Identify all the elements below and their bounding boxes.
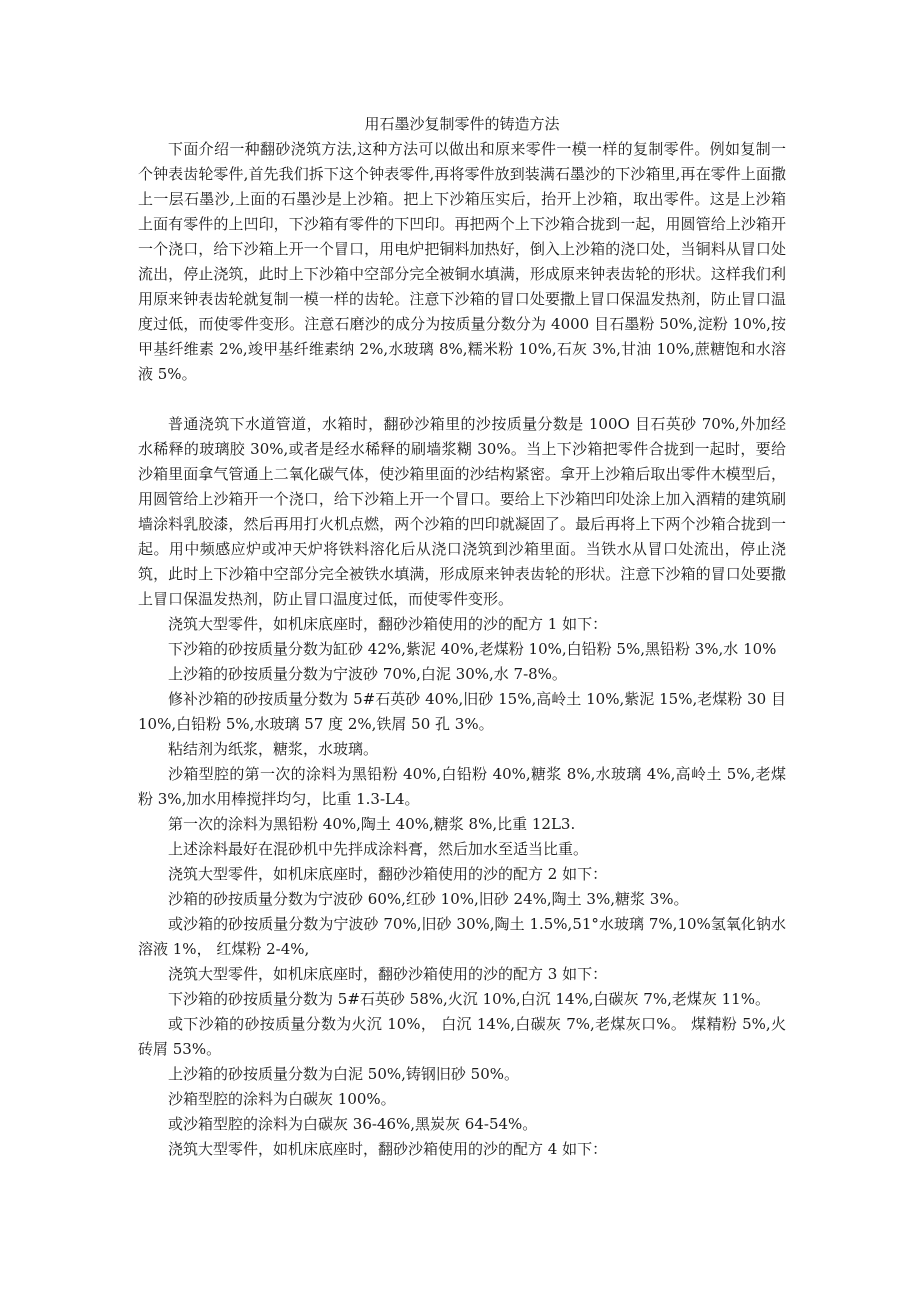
paragraph-formula-3-lower-sand: 下沙箱的砂按质量分数为 5#石英砂 58%,火沉 10%,白沉 14%,白碳灰 7%,老煤灰 11%。 xyxy=(168,990,770,1008)
paragraph-formula-2-sand: 沙箱的砂按质量分数为宁波砂 60%,红砂 10%,旧砂 24%,陶土 3%,糖浆 3%。 xyxy=(168,890,689,908)
paragraph-water-pipe-casting: 普通浇筑下水道管道，水箱时，翻砂沙箱里的沙按质量分数是 100O 目石英砂 70%,外加经水稀释的玻璃胶 30%,或者是经水稀释的刷墙浆糊 30%。当上下沙箱把零件合拢到一起时，要给沙箱里面拿气管通上二氧化碳气体，使沙箱里面的沙结构紧密。拿开上沙箱后取出零件木模型后，用圆管给上沙箱开一个浇口，给下沙箱上开一个冒口。要给上下沙箱凹印处涂上加入酒精的建筑刷墙涂料乳胶漆，然后再用打火机点燃，两个沙箱的凹印就凝固了。最后再将上下两个沙箱合拢到一起。用中频感应炉或冲天炉将铁料溶化后从浇口浇筑到沙箱里面。当铁水从冒口处流出，停止浇筑，此时上下沙箱中空部分完全被铁水填满，形成原来钟表齿轮的形状。注意下沙箱的冒口处要撒上冒口保温发热剂，防止冒口温度过低，而使零件变形。 xyxy=(138,415,786,608)
paragraph-cavity-coating-alt: 或沙箱型腔的涂料为白碳灰 36-46%,黑炭灰 64-54%。 xyxy=(168,1115,538,1133)
paragraph-first-coating-alt: 第一次的涂料为黑铅粉 40%,陶土 40%,糖浆 8%,比重 12L3. xyxy=(168,815,576,833)
paragraph-formula-2-sand-alt: 或沙箱的砂按质量分数为宁波砂 70%,旧砂 30%,陶土 1.5%,51°水玻璃 7%,10%氢氧化钠水溶液 1%， 红煤粉 2-4%, xyxy=(138,915,786,958)
paragraph-lower-box-sand: 下沙箱的砂按质量分数为缸砂 42%,紫泥 40%,老煤粉 10%,白铅粉 5%,黑铅粉 3%,水 10% xyxy=(168,640,777,658)
paragraph-cavity-coating: 沙箱型腔的涂料为白碳灰 100%。 xyxy=(168,1090,396,1108)
paragraph-formula-4-heading: 浇筑大型零件，如机床底座时，翻砂沙箱使用的沙的配方 4 如下： xyxy=(168,1140,608,1158)
paragraph-repair-sand: 修补沙箱的砂按质量分数为 5#石英砂 40%,旧砂 15%,高岭土 10%,紫泥 15%,老煤粉 30 目 10%,白铅粉 5%,水玻璃 57 度 2%,铁屑 50 孔 3%。 xyxy=(138,690,786,733)
paragraph-first-coating: 沙箱型腔的第一次的涂料为黑铅粉 40%,白铅粉 40%,糖浆 8%,水玻璃 4%,高岭土 5%,老煤粉 3%,加水用棒搅拌均匀，比重 1.3-L4。 xyxy=(138,765,786,808)
paragraph-graphite-method: 下面介绍一种翻砂浇筑方法,这种方法可以做出和原来零件一模一样的复制零件。例如复制一个钟表齿轮零件,首先我们拆下这个钟表零件,再将零件放到装满石墨沙的下沙箱里,再在零件上面撒上一层石墨沙,上面的石墨沙是上沙箱。把上下沙箱压实后，抬开上沙箱，取出零件。这是上沙箱上面有零件的上凹印，下沙箱有零件的下凹印。再把两个上下沙箱合拢到一起，用圆管给上沙箱开一个浇口，给下沙箱上开一个冒口，用电炉把铜料加热好，倒入上沙箱的浇口处，当铜料从冒口处流出，停止浇筑，此时上下沙箱中空部分完全被铜水填满，形成原来钟表齿轮的形状。这样我们利用原来钟表齿轮就复制一模一样的齿轮。注意下沙箱的冒口处要撒上冒口保温发热剂，防止冒口温度过低，而使零件变形。注意石磨沙的成分为按质量分数分为 4000 目石墨粉 50%,淀粉 10%,按甲基纤维素 2%,竣甲基纤维素纳 2%,水玻璃 8%,糯米粉 10%,石灰 3%,甘油 10%,蔗糖饱和水溶液 5%。 xyxy=(138,140,786,383)
paragraph-formula-1-heading: 浇筑大型零件，如机床底座时，翻砂沙箱使用的沙的配方 1 如下： xyxy=(168,615,608,633)
paragraph-binder: 粘结剂为纸浆，糖浆，水玻璃。 xyxy=(168,740,379,758)
paragraph-formula-2-heading: 浇筑大型零件，如机床底座时，翻砂沙箱使用的沙的配方 2 如下： xyxy=(168,865,608,883)
paragraph-upper-box-sand: 上沙箱的砂按质量分数为宁波砂 70%,白泥 30%,水 7-8%。 xyxy=(168,665,567,683)
paragraph-gap xyxy=(138,387,786,412)
paragraph-formula-3-upper-sand: 上沙箱的砂按质量分数为白泥 50%,铸钢旧砂 50%。 xyxy=(168,1065,519,1083)
document-title: 用石墨沙复制零件的铸造方法 xyxy=(364,115,560,133)
paragraph-formula-3-heading: 浇筑大型零件，如机床底座时，翻砂沙箱使用的沙的配方 3 如下： xyxy=(168,965,608,983)
paragraph-formula-3-lower-sand-alt: 或下沙箱的砂按质量分数为火沉 10%， 白沉 14%,白碳灰 7%,老煤灰口%。 煤精粉 5%,火砖屑 53%。 xyxy=(138,1015,786,1058)
paragraph-coating-note: 上述涂料最好在混砂机中先拌成涂料膏，然后加水至适当比重。 xyxy=(168,840,589,858)
document-page xyxy=(138,112,786,1162)
